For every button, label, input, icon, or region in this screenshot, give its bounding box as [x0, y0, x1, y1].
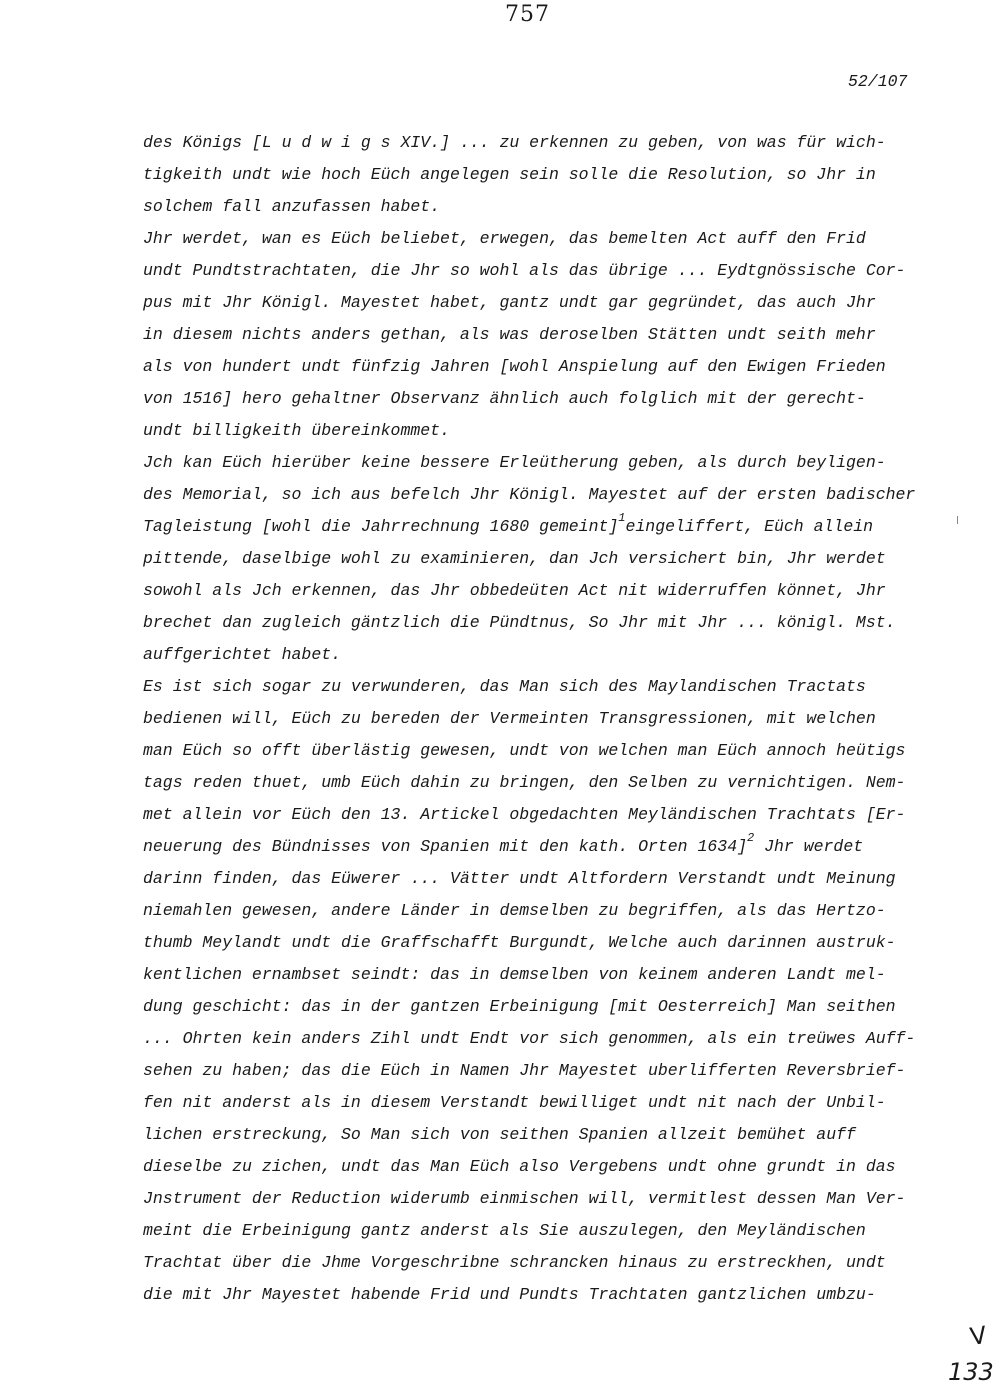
handwritten-check-mark: V [968, 1320, 989, 1352]
text-line: die mit Jhr Mayestet habende Frid und Pundts Trachtaten gantzlichen umbzu- [143, 1285, 876, 1304]
text-line: Tagleistung [wohl die Jahrrechnung 1680 gemeint]$^1$eingeliffert, Eüch allein [143, 511, 874, 536]
text-line: Trachtat über die Jhme Vorgeschribne schrancken hinaus zu erstreckhen, undt [143, 1253, 886, 1272]
text-line: von 1516] hero gehaltner Observanz ähnlich auch folglich mit der gerecht- [143, 389, 866, 408]
text-line: darinn finden, das Eüwerer ... Vätter undt Altfordern Verstandt undt Meinung [143, 869, 896, 888]
text-line: tigkeith undt wie hoch Eüch angelegen sein solle die Resolution, so Jhr in [143, 165, 876, 184]
text-line: sowohl als Jch erkennen, das Jhr obbedeüten Act nit widerruffen könnet, Jhr [143, 581, 886, 600]
text-line: als von hundert undt fünfzig Jahren [wohl Anspielung auf den Ewigen Frieden [143, 357, 886, 376]
text-line: Jnstrument der Reduction widerumb einmischen will, vermitlest dessen Man Ver- [143, 1189, 906, 1208]
text-line: Es ist sich sogar zu verwunderen, das Man sich des Maylandischen Tractats [143, 677, 866, 696]
text-line: brechet dan zugleich gäntzlich die Pündtnus, So Jhr mit Jhr ... königl. Mst. [143, 613, 896, 632]
text-line: sehen zu haben; das die Eüch in Namen Jhr Mayestet uberlifferten Reversbrief- [143, 1061, 906, 1080]
text-line: met allein vor Eüch den 13. Artickel obgedachten Meyländischen Trachtats [Er- [143, 805, 906, 824]
text-line: undt Pundtstrachtaten, die Jhr so wohl als das übrige ... Eydtgnössische Cor- [143, 261, 906, 280]
footnote-ref: 1 [618, 511, 626, 525]
text-line: meint die Erbeinigung gantz anderst als Sie auszulegen, den Meyländischen [143, 1221, 866, 1240]
text-line: ... Ohrten kein anders Zihl undt Endt vor sich genommen, als ein treüwes Auff- [143, 1029, 916, 1048]
text-line: in diesem nichts anders gethan, als was deroselben Stätten undt seith mehr [143, 325, 876, 344]
text-line: des Memorial, so ich aus befelch Jhr Königl. Mayestet auf der ersten badischer [143, 485, 916, 504]
page-number: 52/107 [848, 72, 908, 91]
text-line: neuerung des Bündnisses von Spanien mit den kath. Orten 1634]$^2$ Jhr werdet [143, 831, 864, 856]
text-line: Jhr werdet, wan es Eüch beliebet, erwegen, das bemelten Act auff den Frid [143, 229, 866, 248]
handwritten-folio-number: 133 [948, 1358, 994, 1386]
text-line: pittende, daselbige wohl zu examinieren, dan Jch versichert bin, Jhr werdet [143, 549, 886, 568]
archive-number-mark: 757 [505, 2, 550, 27]
text-line: bedienen will, Eüch zu bereden der Vermeinten Transgressionen, mit welchen [143, 709, 876, 728]
document-body [143, 127, 915, 1311]
text-line: kentlichen ernambset seindt: das in demselben von keinem anderen Landt mel- [143, 965, 886, 984]
text-line: lichen erstreckung, So Man sich von seithen Spanien allzeit bemühet auff [143, 1125, 856, 1144]
text-line: auffgerichtet habet. [143, 645, 342, 664]
text-line: undt billigkeith übereinkommet. [143, 421, 450, 440]
text-line: Jch kan Eüch hierüber keine bessere Erleütherung geben, als durch beyligen- [143, 453, 886, 472]
text-line: solchem fall anzufassen habet. [143, 197, 441, 216]
text-line: thumb Meylandt undt die Graffschafft Burgundt, Welche auch darinnen austruk- [143, 933, 896, 952]
text-line: man Eüch so offt überlästig gewesen, undt von welchen man Eüch annoch heütigs [143, 741, 906, 760]
text-line: niemahlen gewesen, andere Länder in demselben zu begriffen, als das Hertzo- [143, 901, 886, 920]
text-line: des Königs [L u d w i g s XIV.] ... zu erkennen zu geben, von was für wich- [143, 133, 886, 152]
text-line: pus mit Jhr Königl. Mayestet habet, gantz undt gar gegründet, das auch Jhr [143, 293, 876, 312]
text-line: tags reden thuet, umb Eüch dahin zu bringen, den Selben zu vernichtigen. Nem- [143, 773, 906, 792]
text-line: dung geschicht: das in der gantzen Erbeinigung [mit Oesterreich] Man seithen [143, 997, 896, 1016]
text-line: dieselbe zu zichen, undt das Man Eüch also Vergebens undt ohne grundt in das [143, 1157, 896, 1176]
footnote-ref: 2 [747, 831, 755, 845]
text-line: fen nit anderst als in diesem Verstandt bewilliget undt nit nach der Unbil- [143, 1093, 886, 1112]
margin-tick [957, 516, 958, 524]
